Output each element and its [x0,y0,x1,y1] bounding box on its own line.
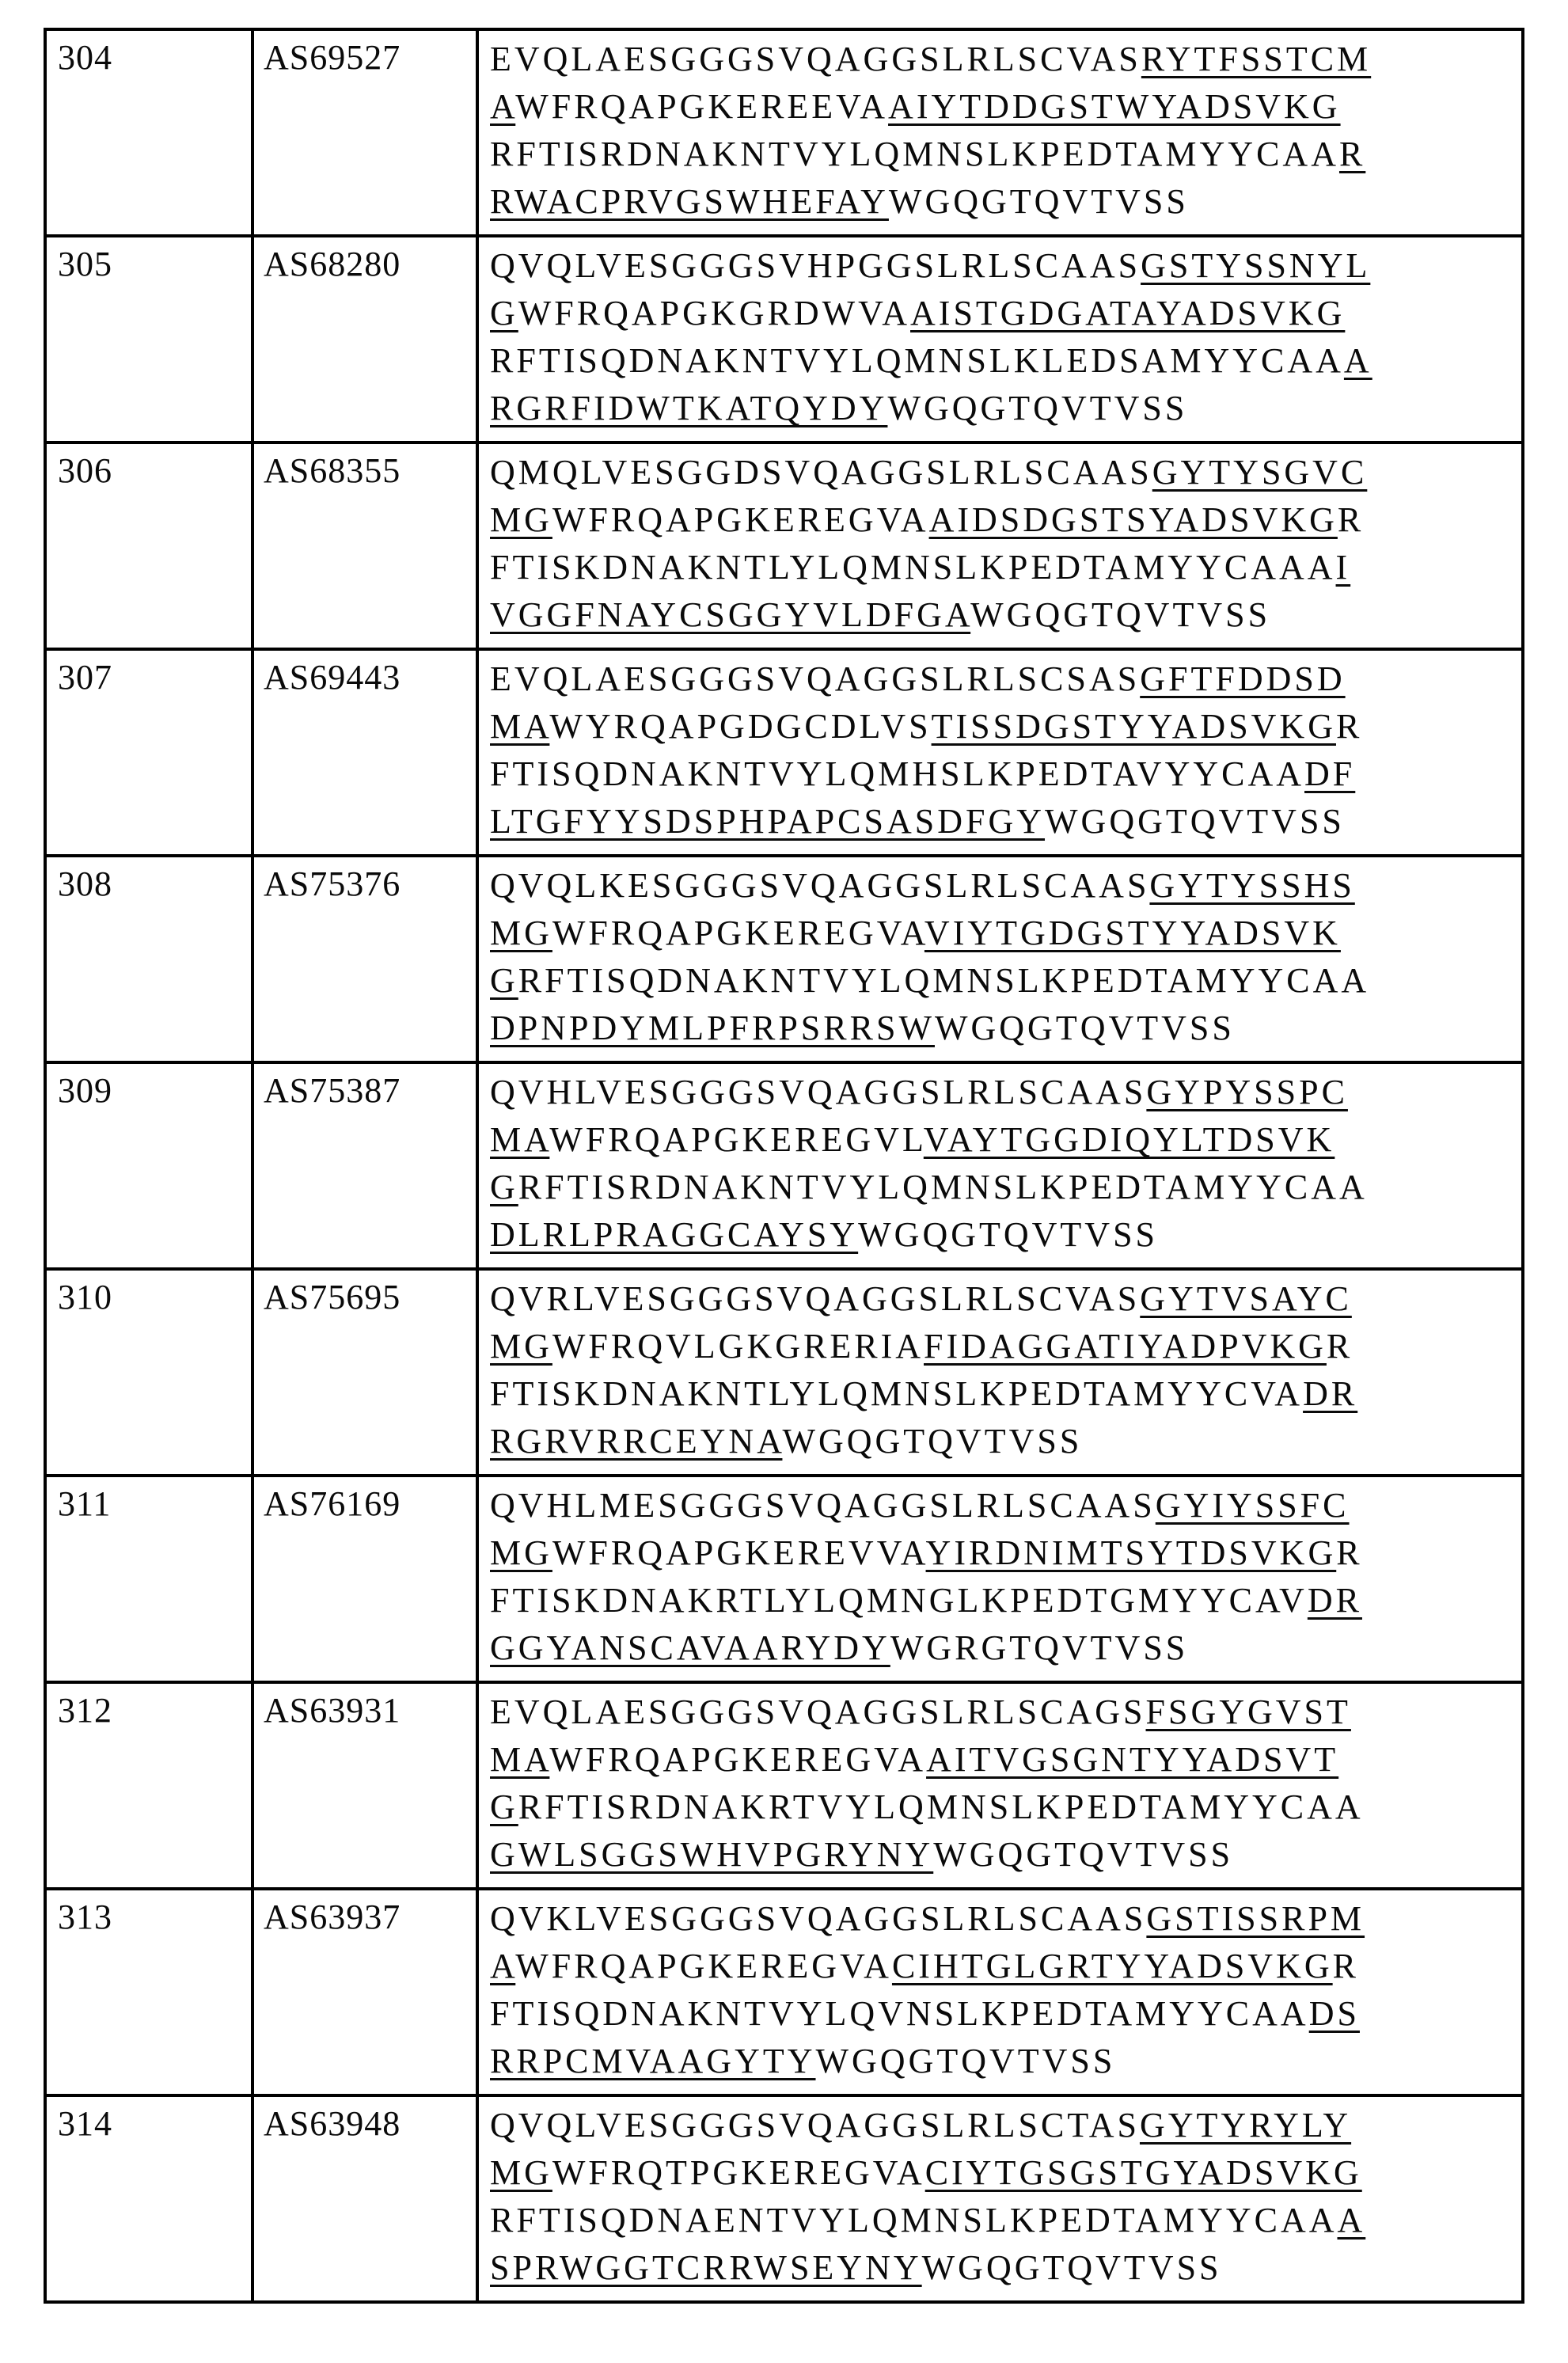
sequence-cell [477,1682,1523,1889]
table-row [45,236,1523,443]
sequence-segment: QVKLVESGGGSVQAGGSLRLSCAAS [490,1899,1147,1938]
sequence-line [490,36,1515,83]
sequence-cell [477,856,1523,1062]
row-number-cell: 311 [45,1476,252,1682]
underlined-cdr-segment: GFTFDDSD [1140,659,1346,698]
table-row [45,443,1523,649]
sequence-segment: WGQGTQVTVSS [934,1009,1235,1047]
sequence-line [490,83,1515,131]
sequence-segment: WGQGTQVTVSS [887,389,1188,427]
row-number-cell: 305 [45,236,252,443]
sequence-id-cell: AS63931 [252,1682,477,1889]
sequence-segment: EVQLAESGGGSVQAGGSLRLSCSAS [490,659,1141,698]
underlined-cdr-segment: G [490,1787,518,1826]
underlined-cdr-segment: MG [490,2153,552,2192]
row-number-cell: 312 [45,1682,252,1889]
sequence-segment: EVQLAESGGGSVQAGGSLRLSCAGS [490,1692,1146,1731]
underlined-cdr-segment: RYTFSSTCM [1141,40,1372,78]
sequence-segment: FTISQDNAKNTVYLQMHSLKPEDTAVYYCAA [490,754,1305,793]
underlined-cdr-segment: MG [490,1327,552,1366]
underlined-cdr-segment: GGYANSCAVAARYDY [490,1628,890,1667]
sequence-cell [477,1889,1523,2095]
sequence-segment: R [1326,1327,1353,1366]
sequence-line [490,957,1515,1005]
sequence-line [490,1784,1515,1831]
sequence-segment: FTISKDNAKRTLYLQMNGLKPEDTGMYYCAV [490,1581,1308,1620]
underlined-cdr-segment: DR [1307,1581,1362,1620]
sequence-line [490,1943,1515,1990]
sequence-segment: QVRLVESGGGSVQAGGSLRLSCVAS [490,1279,1141,1318]
underlined-cdr-segment: GYTYSSHS [1149,866,1355,905]
sequence-segment: WGQGTQVTVSS [933,1835,1234,1874]
underlined-cdr-segment: GYTYSGVC [1152,453,1368,492]
underlined-cdr-segment: A [1343,341,1372,380]
sequence-line [490,385,1515,432]
sequence-line [490,1005,1515,1052]
sequence-id-cell: AS76169 [252,1476,477,1682]
sequence-segment: RFTISQDNAKNTVYLQMNSLKLEDSAMYYCAA [490,341,1344,380]
underlined-cdr-segment: RWACPRVGSWHEFAY [490,182,889,221]
underlined-cdr-segment: AITVGSGNTYYADSVT [926,1740,1339,1779]
sequence-segment: WFRQAPGKEREGVA [552,914,924,952]
sequence-segment: R [1335,707,1363,746]
sequence-cell [477,1062,1523,1269]
sequence-line [490,1577,1515,1624]
sequence-line [490,449,1515,496]
table-row [45,1269,1523,1476]
sequence-id-cell: AS68280 [252,236,477,443]
sequence-id-cell: AS75376 [252,856,477,1062]
underlined-cdr-segment: RGRFIDWTKATQYDY [490,389,888,427]
sequence-cell [477,2095,1523,2302]
underlined-cdr-segment: A [490,1947,516,1985]
sequence-line [490,2244,1515,2292]
sequence-line [490,1116,1515,1164]
sequence-segment: FTISQDNAKNTVYLQVNSLKPEDTAMYYCAA [490,1994,1309,2033]
underlined-cdr-segment: AISTGDGATAYADSVKG [910,294,1346,332]
underlined-cdr-segment: A [490,87,516,126]
sequence-segment: RFTISRDNAKRTVYLQMNSLKPEDTAMYYCAA [518,1787,1364,1826]
underlined-cdr-segment: AIYTDDGSTWYADSVKG [888,87,1341,126]
sequence-line [490,1370,1515,1418]
underlined-cdr-segment: CIYTGSGSTGYADSVKG [924,2153,1362,2192]
underlined-cdr-segment: GYTYRYLY [1139,2106,1352,2145]
table-row [45,1476,1523,1682]
sequence-segment: WFRQAPGKEREGVA [549,1740,927,1779]
sequence-id-cell: AS63948 [252,2095,477,2302]
sequence-cell [477,443,1523,649]
sequence-line [490,1482,1515,1529]
underlined-cdr-segment: DF [1304,754,1356,793]
sequence-segment: WFRQAPGKEREGVL [549,1120,924,1159]
underlined-cdr-segment: FIDAGGATIYADPVKG [924,1327,1327,1366]
sequence-segment: WGQGTQVTVSS [888,182,1189,221]
underlined-cdr-segment: MG [490,500,552,539]
table-row [45,2095,1523,2302]
row-number-cell: 313 [45,1889,252,2095]
sequence-segment: WGQGTQVTVSS [1045,802,1345,841]
sequence-line [490,178,1515,226]
sequence-line [490,337,1515,385]
sequence-line [490,2197,1515,2244]
sequence-line [490,591,1515,639]
sequence-line [490,1323,1515,1370]
sequence-line [490,655,1515,703]
sequence-line [490,910,1515,957]
sequence-segment: WFRQAPGKEREGVA [515,1947,892,1985]
row-number-cell: 308 [45,856,252,1062]
sequence-id-cell: AS69443 [252,649,477,856]
sequence-segment: WGQGTQVTVSS [815,2042,1116,2080]
underlined-cdr-segment: VAYTGGDIQYLTDSVK [923,1120,1335,1159]
sequence-line [490,2038,1515,2085]
table-row [45,856,1523,1062]
sequence-segment: R [1332,1947,1359,1985]
sequence-line [490,703,1515,750]
sequence-line [490,1418,1515,1465]
underlined-cdr-segment: MA [490,1120,550,1159]
underlined-cdr-segment: VIYTGDGSTYYADSVK [924,914,1341,952]
underlined-cdr-segment: SPRWGGTCRRWSEYNY [490,2248,922,2287]
sequence-line [490,750,1515,798]
underlined-cdr-segment: GSTISSRPM [1146,1899,1365,1938]
sequence-segment: RFTISQDNAENTVYLQMNSLKPEDTAMYYCAA [490,2201,1338,2240]
sequence-segment: R [1336,1533,1363,1572]
sequence-segment: WFRQAPGKEREGVA [552,500,929,539]
table-row [45,29,1523,236]
sequence-segment: WFRQTPGKEREGVA [552,2153,925,2192]
underlined-cdr-segment: MG [490,1533,552,1572]
row-number-cell: 306 [45,443,252,649]
underlined-cdr-segment: DLRLPRAGGCAYSY [490,1215,859,1254]
underlined-cdr-segment: G [490,294,518,332]
underlined-cdr-segment: I [1335,548,1351,587]
sequence-cell [477,649,1523,856]
underlined-cdr-segment: GYIYSSFC [1155,1486,1350,1525]
underlined-cdr-segment: DPNPDYMLPFRPSRRSW [490,1009,935,1047]
sequence-segment: WGQGTQVTVSS [782,1422,1083,1461]
underlined-cdr-segment: A [1337,2201,1366,2240]
sequence-id-cell: AS68355 [252,443,477,649]
sequence-segment: WYRQAPGDGCDLVS [549,707,932,746]
table-row [45,1062,1523,1269]
sequence-line [490,496,1515,544]
sequence-id-cell: AS63937 [252,1889,477,2095]
underlined-cdr-segment: VGGFNAYCSGGYVLDFGA [490,595,971,634]
underlined-cdr-segment: G [490,1168,518,1206]
table-row [45,1889,1523,2095]
sequence-line [490,1164,1515,1211]
underlined-cdr-segment: YIRDNIMTSYTDSVKG [925,1533,1337,1572]
sequence-table-body [45,29,1523,2302]
sequence-segment: QVQLVESGGGSVQAGGSLRLSCTAS [490,2106,1140,2145]
sequence-line [490,290,1515,337]
underlined-cdr-segment: RGRVRRCEYNA [490,1422,783,1461]
sequence-cell [477,236,1523,443]
sequence-id-cell: AS75387 [252,1062,477,1269]
sequence-line [490,242,1515,290]
sequence-line [490,2149,1515,2197]
sequence-segment: WFRQAPGKGRDWVA [518,294,911,332]
sequence-line [490,1211,1515,1259]
table-row [45,649,1523,856]
sequence-id-cell: AS75695 [252,1269,477,1476]
sequence-line [490,544,1515,591]
sequence-segment: WGQGTQVTVSS [858,1215,1159,1254]
underlined-cdr-segment: TISSDGSTYYADSVKG [931,707,1336,746]
sequence-segment: RFTISQDNAKNTVYLQMNSLKPEDTAMYYCAA [518,961,1370,1000]
sequence-segment: WGRGTQVTVSS [890,1628,1189,1667]
underlined-cdr-segment: GYTVSAYC [1140,1279,1352,1318]
sequence-line [490,1736,1515,1784]
sequence-segment: WGQGTQVTVSS [921,2248,1222,2287]
table-row [45,1682,1523,1889]
sequence-cell [477,1476,1523,1682]
sequence-line [490,2102,1515,2149]
sequence-segment: QVQLKESGGGSVQAGGSLRLSCAAS [490,866,1150,905]
sequence-segment: FTISKDNAKNTLYLQMNSLKPEDTAMYYCAAA [490,548,1336,587]
sequence-line [490,1069,1515,1116]
sequence-line [490,862,1515,910]
sequence-segment: WFRQVLGKGRERIA [552,1327,924,1366]
row-number-cell: 304 [45,29,252,236]
sequence-line [490,1831,1515,1879]
sequence-line [490,1275,1515,1323]
sequence-segment: QVHLVESGGGSVQAGGSLRLSCAAS [490,1073,1147,1111]
sequence-cell [477,29,1523,236]
sequence-segment: WFRQAPGKEREEVA [515,87,889,126]
sequence-line [490,798,1515,845]
underlined-cdr-segment: GWLSGGSWHVPGRYNY [490,1835,934,1874]
underlined-cdr-segment: RRPCMVAAGYTY [490,2042,816,2080]
underlined-cdr-segment: R [1338,135,1366,173]
sequence-line [490,1990,1515,2038]
sequence-cell [477,1269,1523,1476]
underlined-cdr-segment: CIHTGLGRTYYADSVKG [891,1947,1333,1985]
row-number-cell: 310 [45,1269,252,1476]
sequence-line [490,1689,1515,1736]
underlined-cdr-segment: AIDSDGSTSYADSVKG [928,500,1338,539]
sequence-line [490,1895,1515,1943]
sequence-segment: EVQLAESGGGSVQAGGSLRLSCVAS [490,40,1141,78]
sequence-line [490,131,1515,178]
sequence-segment: RFTISRDNAKNTVYLQMNSLKPEDTAMYYCAA [518,1168,1368,1206]
underlined-cdr-segment: DS [1308,1994,1360,2033]
sequence-segment: R [1337,500,1365,539]
underlined-cdr-segment: LTGFYYSDSPHPAPCSASDFGY [490,802,1046,841]
underlined-cdr-segment: MA [490,1740,550,1779]
row-number-cell: 314 [45,2095,252,2302]
sequence-segment: QVQLVESGGGSVHPGGSLRLSCAAS [490,246,1141,285]
sequence-line [490,1529,1515,1577]
underlined-cdr-segment: FSGYGVST [1145,1692,1351,1731]
underlined-cdr-segment: GSTYSSNYL [1141,246,1371,285]
sequence-id-cell: AS69527 [252,29,477,236]
sequence-segment: RFTISRDNAKNTVYLQMNSLKPEDTAMYYCAA [490,135,1339,173]
underlined-cdr-segment: DR [1303,1374,1358,1413]
row-number-cell: 309 [45,1062,252,1269]
sequence-segment: WFRQAPGKEREVVA [552,1533,926,1572]
underlined-cdr-segment: G [490,961,518,1000]
underlined-cdr-segment: MA [490,707,550,746]
sequence-line [490,1624,1515,1672]
sequence-segment: FTISKDNAKNTLYLQMNSLKPEDTAMYYCVA [490,1374,1304,1413]
underlined-cdr-segment: GYPYSSPC [1146,1073,1348,1111]
sequence-segment: QVHLMESGGGSVQAGGSLRLSCAAS [490,1486,1156,1525]
sequence-segment: QMQLVESGGDSVQAGGSLRLSCAAS [490,453,1152,492]
sequence-segment: WGQGTQVTVSS [970,595,1271,634]
sequence-table [44,28,1524,2304]
row-number-cell: 307 [45,649,252,856]
underlined-cdr-segment: MG [490,914,552,952]
